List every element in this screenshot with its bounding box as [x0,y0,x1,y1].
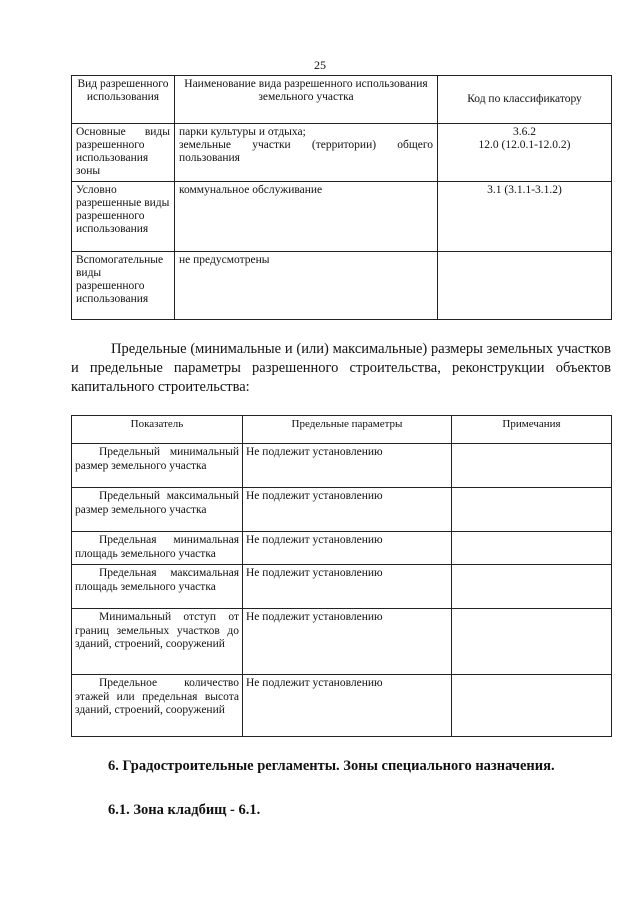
code-cell [438,124,612,182]
code-line: 12.0 (12.0.1-12.0.2) [478,139,571,151]
note-cell [452,565,612,609]
table-row [72,182,612,252]
permitted-uses-table [71,75,612,320]
table-row [72,252,612,320]
indicator-cell: Предельный минимальный размер земельного участка [72,444,243,488]
value-cell: Не подлежит установлению [243,488,452,532]
page-number: 25 [314,58,326,72]
use-name-cell [175,252,438,320]
code-cell [438,252,612,320]
column-header: Наименование вида разрешенного использования земельного участка [175,76,438,124]
note-cell [452,675,612,737]
indicator-cell: Предельное количество этажей или предельная высота зданий, строений, сооружений [72,675,243,737]
section-heading: 6. Градостроительные регламенты. Зоны специального назначения. [108,758,555,774]
column-header: Код по классификатору [438,76,612,124]
indicator-cell: Предельный максимальный размер земельного участка [72,488,243,532]
table-row [72,488,612,532]
column-header: Показатель [72,416,243,444]
use-type-cell: Основные виды разрешенного использования зоны [72,124,175,182]
indicator-cell: Предельная максимальная площадь земельного участка [72,565,243,609]
code-cell [438,182,612,252]
table-row [72,565,612,609]
note-cell [452,609,612,675]
table-row [72,532,612,565]
table-header-row [72,416,612,444]
table-row [72,444,612,488]
table-header-row [72,76,612,124]
note-cell [452,444,612,488]
column-header: Вид разрешенного использования [72,76,175,124]
use-name-line: не предусмотрены [179,254,270,266]
table-row [72,124,612,182]
use-name-line: земельные участки (территории) общего пользования [179,139,433,164]
code-line: 3.6.2 [513,126,536,138]
value-cell: Не подлежит установлению [243,675,452,737]
parameters-paragraph [71,340,611,397]
subsection-heading: 6.1. Зона кладбищ - 6.1. [108,802,261,818]
value-cell: Не подлежит установлению [243,609,452,675]
value-cell: Не подлежит установлению [243,444,452,488]
indicator-cell: Минимальный отступ от границ земельных участков до зданий, строений, сооружений [72,609,243,675]
note-cell [452,488,612,532]
paragraph-text: Предельные (минимальные и (или) максимальные) размеры земельных участков и предельные параметры разрешенного строительства, реконструкции объектов капитального строительства: [71,341,611,395]
parameters-table [71,415,612,737]
use-name-line: парки культуры и отдыха; [179,126,306,138]
note-cell [452,532,612,565]
use-name-cell [175,124,438,182]
value-cell: Не подлежит установлению [243,532,452,565]
value-cell: Не подлежит установлению [243,565,452,609]
column-header: Примечания [452,416,612,444]
table-row [72,609,612,675]
indicator-cell: Предельная минимальная площадь земельного участка [72,532,243,565]
code-line: 3.1 (3.1.1-3.1.2) [487,184,562,196]
column-header: Предельные параметры [243,416,452,444]
use-name-cell [175,182,438,252]
use-name-line: коммунальное обслуживание [179,184,323,196]
use-type-cell: Вспомогательные виды разрешенного использования [72,252,175,320]
table-row [72,675,612,737]
use-type-cell: Условно разрешенные виды разрешенного использования [72,182,175,252]
